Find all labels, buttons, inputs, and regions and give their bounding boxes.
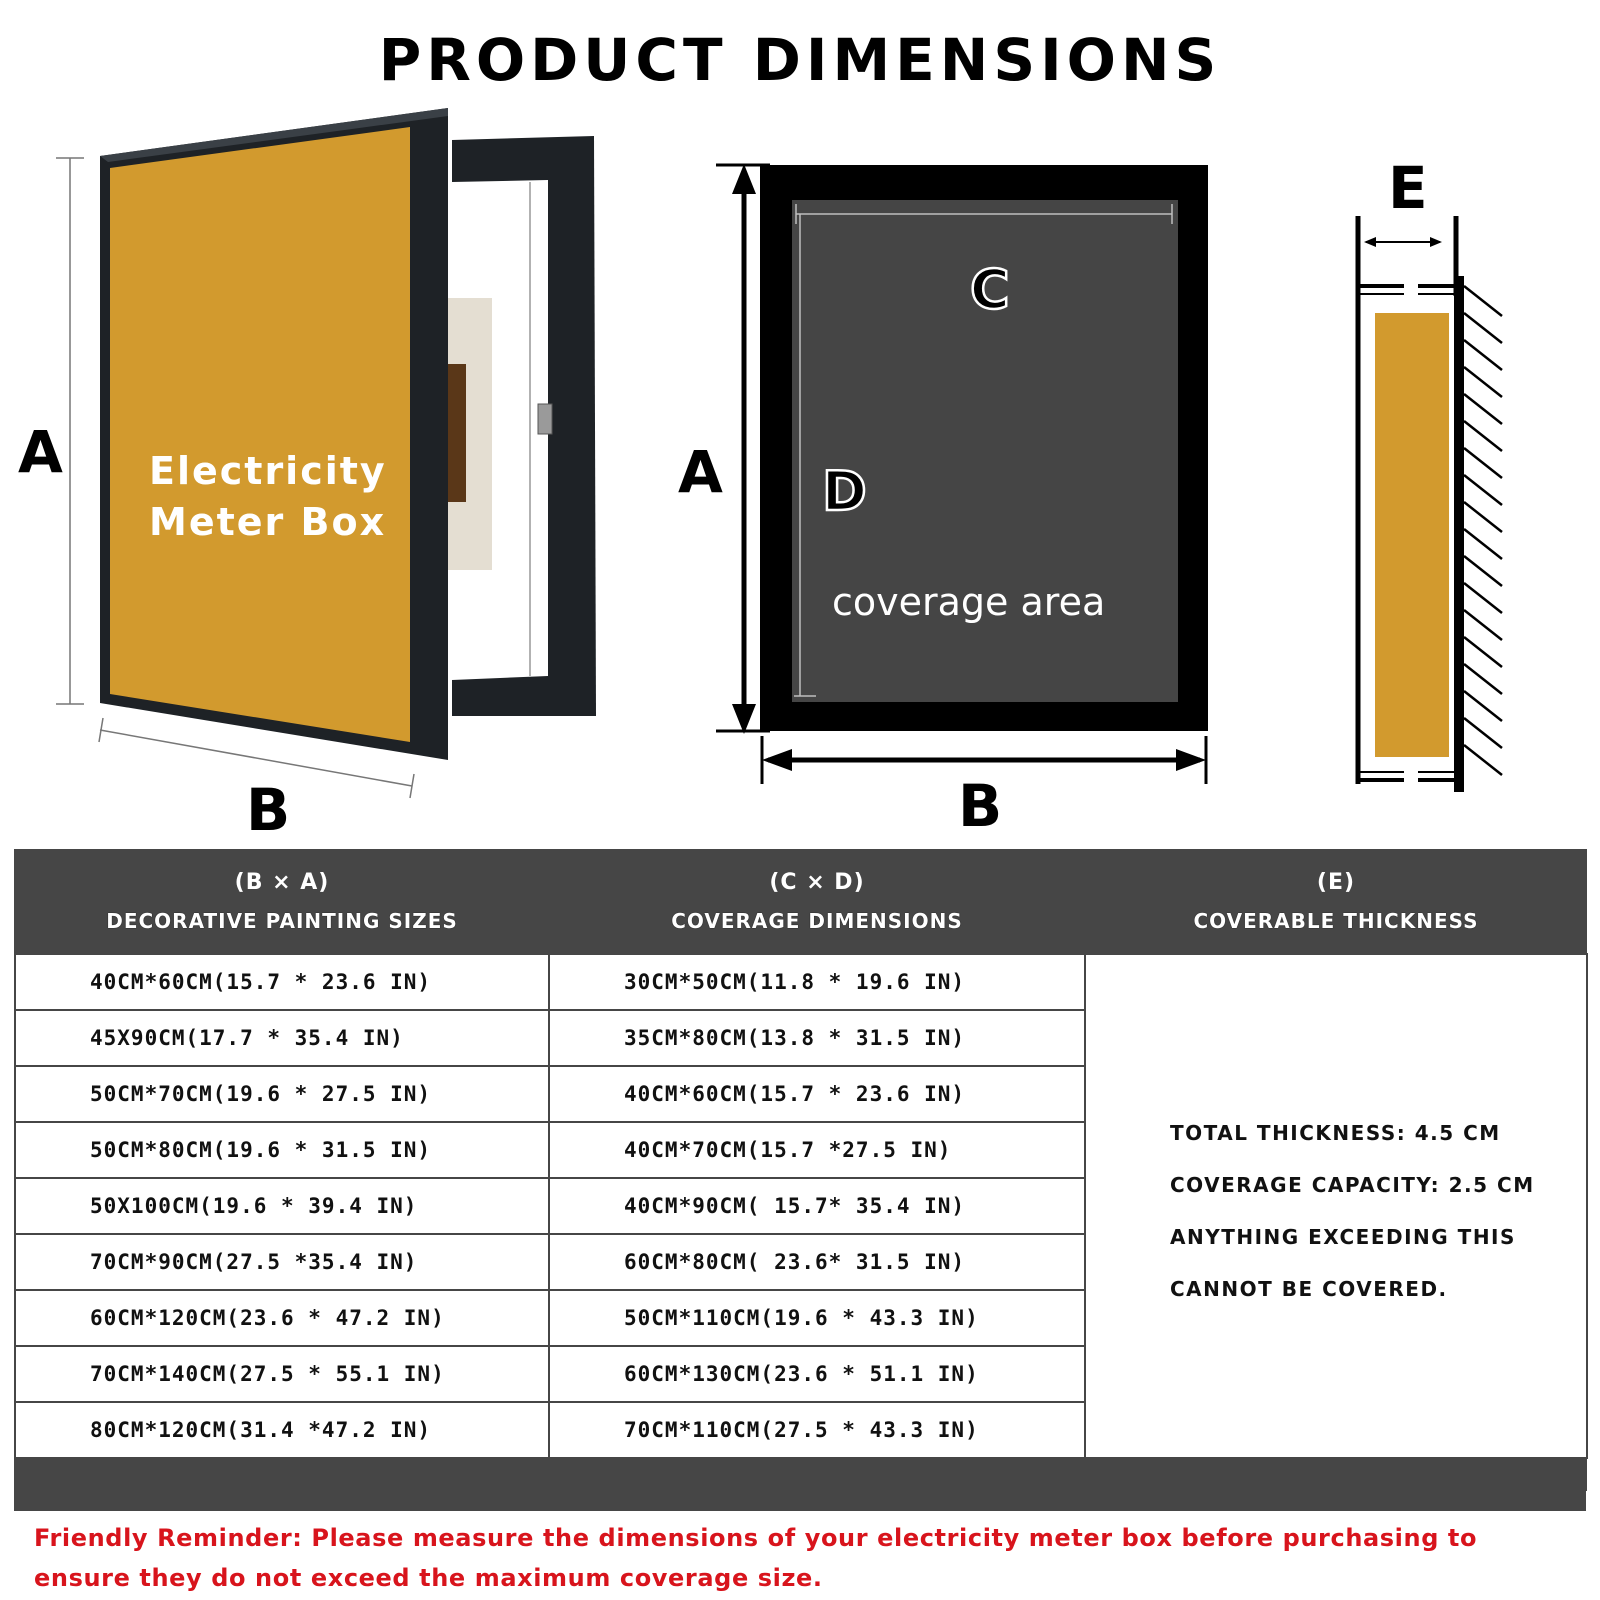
coverage-dimension-cell: 30CM*50CM(11.8 * 19.6 IN) [549, 954, 1085, 1010]
wall-hatching [1464, 286, 1502, 775]
wall-hatch-line [1464, 502, 1502, 532]
wall-hatch-line [1464, 664, 1502, 694]
table-footer-band [15, 1458, 1587, 1491]
coverage-dimension-cell: 40CM*70CM(15.7 *27.5 IN) [549, 1122, 1085, 1178]
front-view-diagram [678, 164, 1208, 840]
latch [538, 404, 552, 434]
size-table [14, 849, 1588, 1491]
wall-hatch-line [1464, 313, 1502, 343]
painting-size-cell: 50CM*70CM(19.6 * 27.5 IN) [15, 1066, 549, 1122]
coverage-area-text: coverage area [832, 580, 1106, 624]
dim-b-middle-arrow-left [762, 749, 792, 771]
table-row [15, 954, 1587, 1010]
coverage-dimension-cell: 40CM*60CM(15.7 * 23.6 IN) [549, 1066, 1085, 1122]
label-e: E [1388, 154, 1428, 222]
friendly-reminder: Friendly Reminder: Please measure the dimensions of your electricity meter box before purchasing to ensure they do not exceed the maximum coverage size. [34, 1524, 1478, 1592]
thickness-note: TOTAL THICKNESS: 4.5 CM [1170, 1120, 1501, 1145]
page-title: PRODUCT DIMENSIONS [378, 26, 1222, 94]
header-code: (E) [1316, 869, 1356, 895]
wall-hatch-line [1464, 745, 1502, 775]
wall-hatch-line [1464, 610, 1502, 640]
wall-hatch-line [1464, 556, 1502, 586]
label-a-left: A [18, 418, 63, 486]
front-panel [110, 127, 410, 742]
label-a-middle: A [678, 438, 723, 506]
label-b-left: B [246, 776, 291, 840]
wall-hatch-line [1464, 529, 1502, 559]
painting-size-cell: 50X100CM(19.6 * 39.4 IN) [15, 1178, 549, 1234]
wall-hatch-line [1464, 691, 1502, 721]
wall-hatch-line [1464, 286, 1502, 316]
label-b-middle: B [958, 772, 1003, 840]
coverage-dimension-cell: 40CM*90CM( 15.7* 35.4 IN) [549, 1178, 1085, 1234]
painting-size-cell: 70CM*90CM(27.5 *35.4 IN) [15, 1234, 549, 1290]
painting-size-cell: 45X90CM(17.7 * 35.4 IN) [15, 1010, 549, 1066]
dim-b-middle-arrow-right [1176, 749, 1206, 771]
wall [1454, 276, 1464, 792]
dim-a-middle-arrow-top [732, 164, 756, 194]
header-coverage-dimensions [549, 849, 1085, 954]
header-coverable-thickness [1085, 849, 1587, 954]
side-profile-diagram [1358, 154, 1502, 792]
wall-hatch-line [1464, 367, 1502, 397]
dim-e-arrow-left [1364, 237, 1376, 247]
thickness-note: COVERAGE CAPACITY: 2.5 CM [1170, 1172, 1535, 1197]
header-name: DECORATIVE PAINTING SIZES [106, 908, 458, 933]
wall-hatch-line [1464, 421, 1502, 451]
label-d: D [822, 460, 867, 523]
coverage-dimension-cell: 60CM*80CM( 23.6* 31.5 IN) [549, 1234, 1085, 1290]
header-name: COVERABLE THICKNESS [1193, 908, 1479, 933]
dim-e-arrow-right [1430, 237, 1442, 247]
wall-hatch-line [1464, 583, 1502, 613]
wall-hatch-line [1464, 394, 1502, 424]
label-c: C [970, 258, 1010, 321]
thickness-note: ANYTHING EXCEEDING THIS [1170, 1224, 1516, 1249]
header-code: (B × A) [234, 869, 330, 895]
painting-size-cell: 80CM*120CM(31.4 *47.2 IN) [15, 1402, 549, 1458]
table-header-row [15, 849, 1587, 954]
table-footer-row [15, 1458, 1587, 1491]
header-code: (C × D) [769, 869, 865, 895]
coverage-dimension-cell: 60CM*130CM(23.6 * 51.1 IN) [549, 1346, 1085, 1402]
panel-text-line-2: Meter Box [149, 500, 387, 544]
painting-size-cell: 60CM*120CM(23.6 * 47.2 IN) [15, 1290, 549, 1346]
frame-3d-illustration [18, 108, 596, 840]
thickness-notes [1085, 954, 1587, 1458]
thickness-note: CANNOT BE COVERED. [1170, 1276, 1448, 1301]
header-painting-sizes [15, 849, 549, 954]
back-mat-window [446, 364, 466, 502]
painting-size-cell: 40CM*60CM(15.7 * 23.6 IN) [15, 954, 549, 1010]
wall-hatch-line [1464, 637, 1502, 667]
panel-text-line-1: Electricity [149, 449, 387, 493]
profile-panel [1374, 312, 1450, 758]
header-name: COVERAGE DIMENSIONS [671, 908, 963, 933]
wall-hatch-line [1464, 340, 1502, 370]
painting-size-cell: 70CM*140CM(27.5 * 55.1 IN) [15, 1346, 549, 1402]
wall-hatch-line [1464, 475, 1502, 505]
coverage-dimension-cell: 70CM*110CM(27.5 * 43.3 IN) [549, 1402, 1085, 1458]
coverage-dimension-cell: 35CM*80CM(13.8 * 31.5 IN) [549, 1010, 1085, 1066]
wall-hatch-line [1464, 448, 1502, 478]
wall-hatch-line [1464, 718, 1502, 748]
painting-size-cell: 50CM*80CM(19.6 * 31.5 IN) [15, 1122, 549, 1178]
coverage-dimension-cell: 50CM*110CM(19.6 * 43.3 IN) [549, 1290, 1085, 1346]
